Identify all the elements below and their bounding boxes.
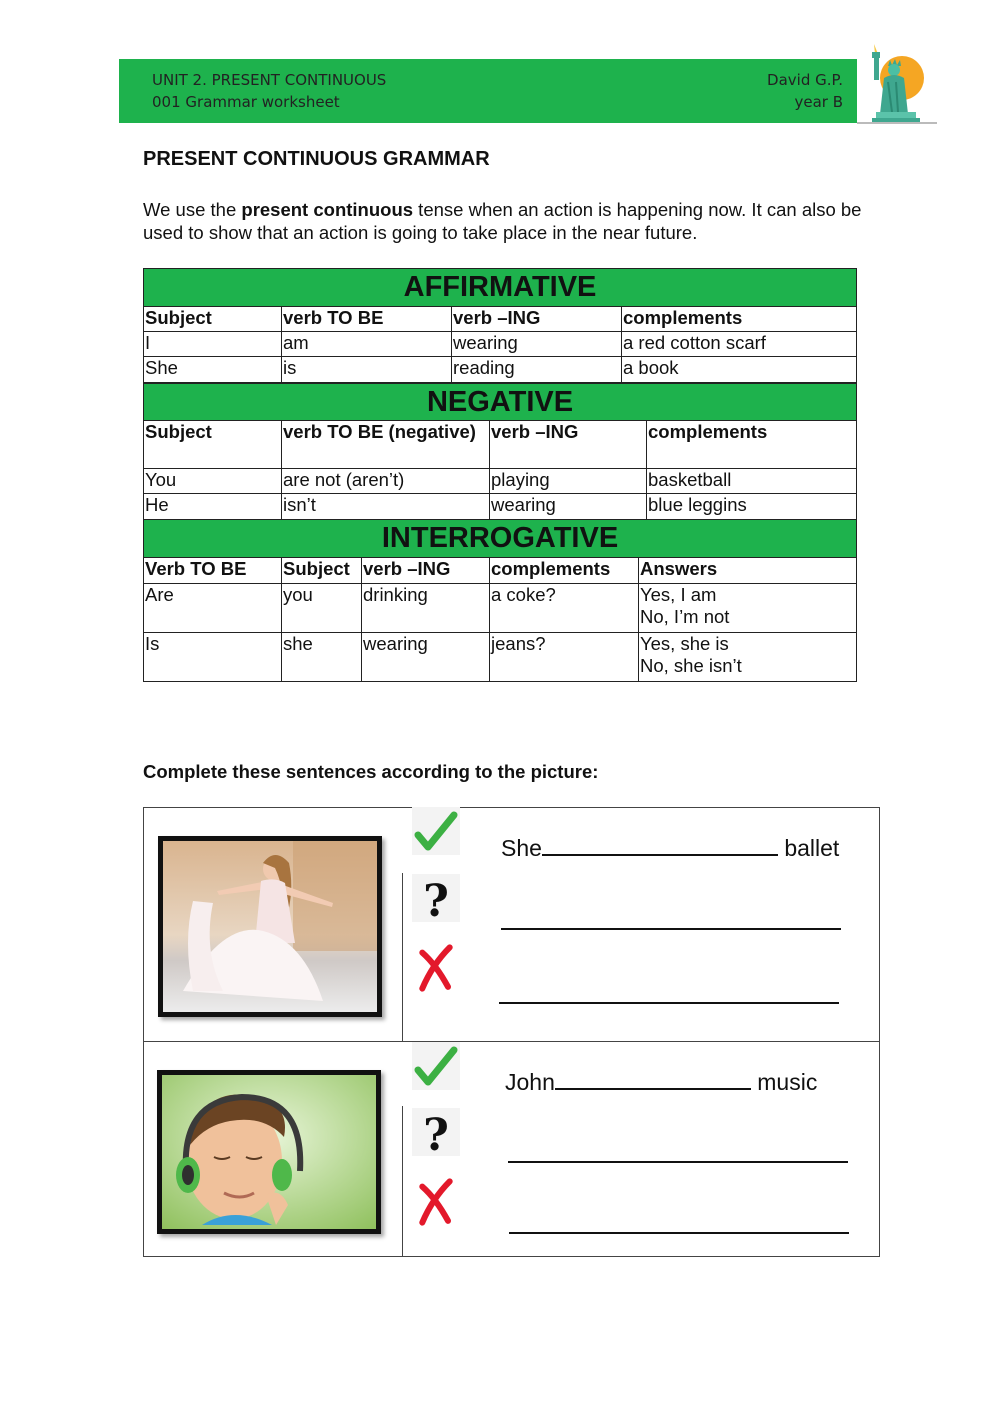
- table-cell: You: [144, 469, 282, 494]
- answer-blank[interactable]: [499, 980, 839, 1004]
- table-cell: playing: [490, 469, 647, 494]
- table-cell: wearing: [490, 494, 647, 520]
- year-label: year B: [794, 93, 843, 111]
- unit-label: UNIT 2. PRESENT CONTINUOUS: [152, 71, 387, 89]
- intro-paragraph: We use the present continuous tense when an action is happening now. It can also be used to show that an action is going to take place in the near future.: [143, 199, 862, 243]
- affirmative-table: [143, 268, 857, 383]
- table-header: complements: [490, 558, 639, 584]
- header-band: [119, 59, 857, 123]
- question-icon: [412, 1108, 460, 1156]
- boy-headphones-photo: [157, 1070, 381, 1234]
- table-row: [144, 357, 857, 383]
- table-header: verb TO BE (negative): [282, 421, 490, 469]
- table-row: [144, 633, 857, 682]
- table-cell: a coke?: [490, 584, 639, 633]
- table-cell: are not (aren’t): [282, 469, 490, 494]
- table-header: verb –ING: [362, 558, 490, 584]
- table-cell: wearing: [362, 633, 490, 682]
- table-header: verb –ING: [490, 421, 647, 469]
- table-header: Subject: [144, 421, 282, 469]
- table-header: verb TO BE: [282, 307, 452, 332]
- header-rule: [857, 122, 937, 124]
- table-cell: she: [282, 633, 362, 682]
- table-cell-answers: Yes, she is No, she isn’t: [639, 633, 857, 682]
- exercise-divider: [143, 1041, 880, 1042]
- check-icon: [412, 1042, 460, 1090]
- sentence-affirmative: She ballet: [501, 832, 839, 862]
- interrogative-table: [143, 519, 857, 682]
- table-cell: is: [282, 357, 452, 383]
- table-header: complements: [647, 421, 857, 469]
- svg-text:?: ?: [423, 1110, 449, 1156]
- negative-title: NEGATIVE: [144, 384, 857, 421]
- table-header: verb –ING: [452, 307, 622, 332]
- table-header: Verb TO BE: [144, 558, 282, 584]
- table-cell: you: [282, 584, 362, 633]
- worksheet-label: 001 Grammar worksheet: [152, 93, 340, 111]
- affirmative-title: AFFIRMATIVE: [144, 269, 857, 307]
- statue-of-liberty-logo: [862, 38, 932, 126]
- table-row: [144, 584, 857, 633]
- cross-icon: [412, 1178, 460, 1226]
- table-row: [144, 469, 857, 494]
- table-cell: isn’t: [282, 494, 490, 520]
- table-header: complements: [622, 307, 857, 332]
- table-cell: She: [144, 357, 282, 383]
- table-cell: Are: [144, 584, 282, 633]
- table-cell: basketball: [647, 469, 857, 494]
- table-cell: He: [144, 494, 282, 520]
- table-cell-answers: Yes, I am No, I’m not: [639, 584, 857, 633]
- answer-blank[interactable]: [542, 832, 778, 856]
- ballet-dancer-photo: [158, 836, 382, 1017]
- table-row: [144, 332, 857, 357]
- table-cell: wearing: [452, 332, 622, 357]
- interrogative-title: INTERROGATIVE: [144, 520, 857, 558]
- negative-table: [143, 383, 857, 520]
- question-icon: [412, 874, 460, 922]
- table-cell: drinking: [362, 584, 490, 633]
- answer-blank[interactable]: [508, 1139, 848, 1163]
- sentence-affirmative: John music: [505, 1066, 817, 1096]
- table-cell: a red cotton scarf: [622, 332, 857, 357]
- table-cell: am: [282, 332, 452, 357]
- answer-blank[interactable]: [555, 1066, 751, 1090]
- author-label: David G.P.: [767, 71, 843, 89]
- table-cell: blue leggins: [647, 494, 857, 520]
- table-cell: a book: [622, 357, 857, 383]
- svg-text:?: ?: [423, 876, 449, 922]
- table-header: Subject: [144, 307, 282, 332]
- table-cell: Is: [144, 633, 282, 682]
- check-icon: [412, 807, 460, 855]
- table-row: [144, 494, 857, 520]
- table-cell: I: [144, 332, 282, 357]
- exercise-instruction: Complete these sentences according to the picture:: [143, 761, 599, 782]
- answer-blank[interactable]: [509, 1210, 849, 1234]
- page-title: PRESENT CONTINUOUS GRAMMAR: [143, 148, 490, 170]
- column-divider: [402, 1106, 403, 1257]
- table-cell: jeans?: [490, 633, 639, 682]
- column-divider: [402, 873, 403, 1041]
- table-header: Answers: [639, 558, 857, 584]
- answer-blank[interactable]: [501, 906, 841, 930]
- table-cell: reading: [452, 357, 622, 383]
- table-header: Subject: [282, 558, 362, 584]
- cross-icon: [412, 944, 460, 992]
